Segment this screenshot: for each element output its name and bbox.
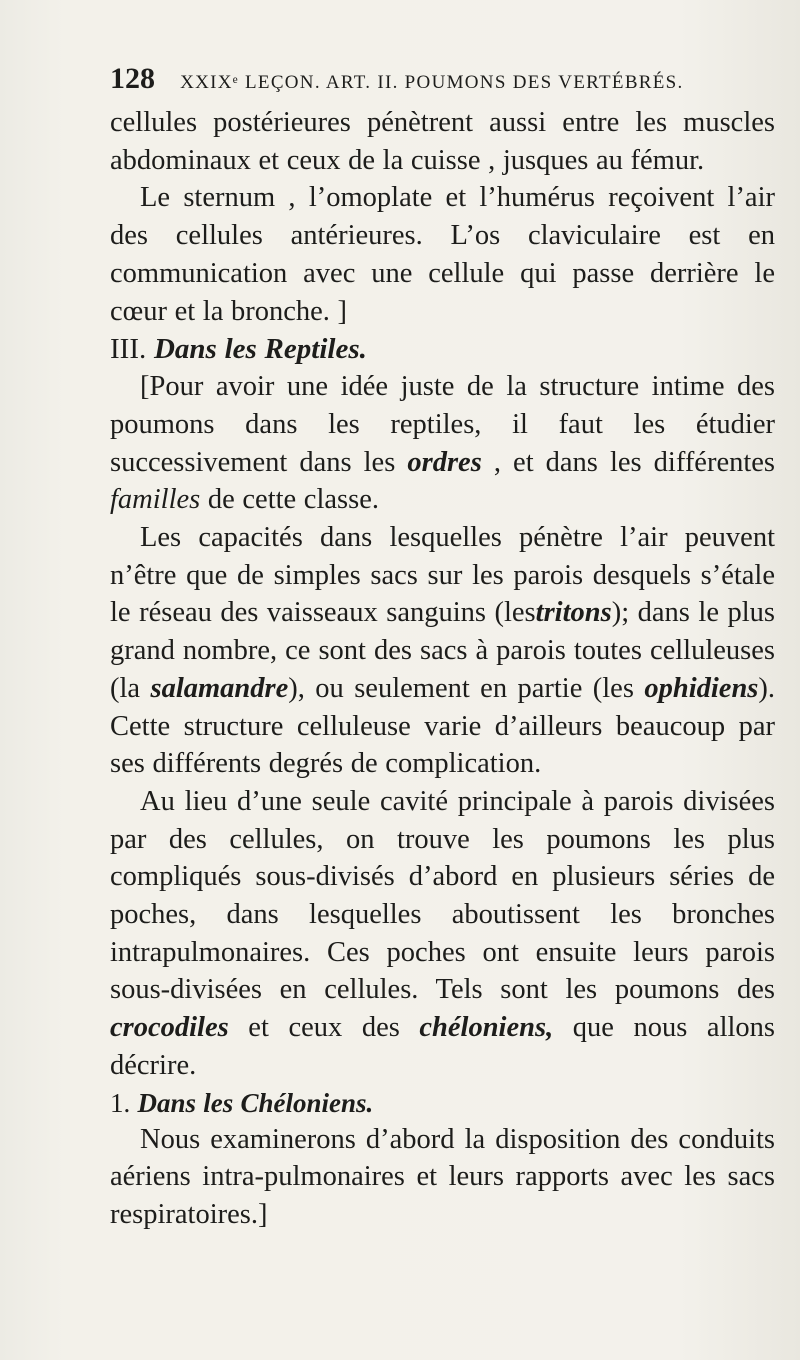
emphasis-tritons: tritons bbox=[535, 597, 612, 629]
text-run: ). Cette structure celluleuse varie d’ailleurs beaucoup par ses différents degrés de complication. bbox=[110, 672, 776, 780]
section-heading bbox=[110, 330, 775, 368]
text-run: [Pour avoir une idée juste de la structure intime des poumons dans les reptiles, il faut les étudier successivement dans les bbox=[110, 371, 775, 478]
page-number: 128 bbox=[110, 62, 155, 95]
emphasis-ophidiens: ophidiens bbox=[644, 672, 759, 704]
text-run: ); dans le plus grand nombre, ce sont des sacs à parois toutes celluleuses (la bbox=[110, 597, 775, 704]
emphasis-crocodiles: crocodiles bbox=[110, 1012, 229, 1044]
text-run: et ceux des bbox=[248, 1012, 400, 1044]
text-run: ), ou seulement en partie (les bbox=[288, 672, 634, 704]
emphasis-salamandre: salamandre bbox=[150, 672, 289, 704]
text-run: , et dans les différentes bbox=[493, 446, 776, 478]
subsection-heading-title: Dans les Chéloniens. bbox=[137, 1087, 374, 1118]
text-run: Au lieu d’une seule cavité principale à parois divisées par des cellules, on trouve les poumons les plus compliqués sous-divisés d’abord en plusieurs séries de poches, dans lesquelles aboutissent les bronches intrapulmonaires. Ces poches ont ensuite leurs parois sous-divisées en cellules. Tels sont les poumons des bbox=[110, 785, 775, 1006]
paragraph-cavite bbox=[110, 783, 775, 1085]
running-head bbox=[110, 62, 770, 102]
paragraph-capacites bbox=[110, 519, 775, 783]
running-title: XXIXᵉ LEÇON. ART. II. POUMONS DES VERTÉBRÉS. bbox=[180, 72, 684, 93]
section-heading-number: III. bbox=[110, 333, 147, 366]
text-run: que nous allons décrire. bbox=[110, 1012, 776, 1081]
paragraph-conduits: Nous examinerons d’abord la disposition des conduits aériens intra-pulmonaires et leurs rapports avec les sacs respiratoires.] bbox=[110, 1123, 775, 1230]
section-heading-title: Dans les Reptiles. bbox=[153, 333, 367, 366]
subsection-heading bbox=[110, 1085, 775, 1121]
text-run: Les capacités dans lesquelles pénètre l’air peuvent n’être que de simples sacs sur les parois desquels s’étale le réseau des vaisseaux sanguins (les bbox=[110, 522, 775, 629]
emphasis-ordres: ordres bbox=[407, 446, 482, 478]
body-text bbox=[110, 104, 775, 1234]
text-run: de cette classe. bbox=[207, 484, 379, 516]
paragraph-reptiles-intro bbox=[110, 368, 775, 519]
emphasis-cheloniens: chéloniens, bbox=[419, 1012, 554, 1044]
emphasis-familles: familles bbox=[110, 484, 201, 516]
subsection-heading-number: 1. bbox=[110, 1087, 131, 1118]
paragraph-sternum: Le sternum , l’omoplate et l’humérus reçoivent l’air des cellules antérieures. L’os claviculaire est en communication avec une cellule qui passe derrière le cœur et la bronche. ] bbox=[110, 182, 775, 327]
paragraph-continuation: cellules postérieures pénètrent aussi entre les muscles abdominaux et ceux de la cuisse , jusques au fémur. bbox=[110, 107, 775, 176]
